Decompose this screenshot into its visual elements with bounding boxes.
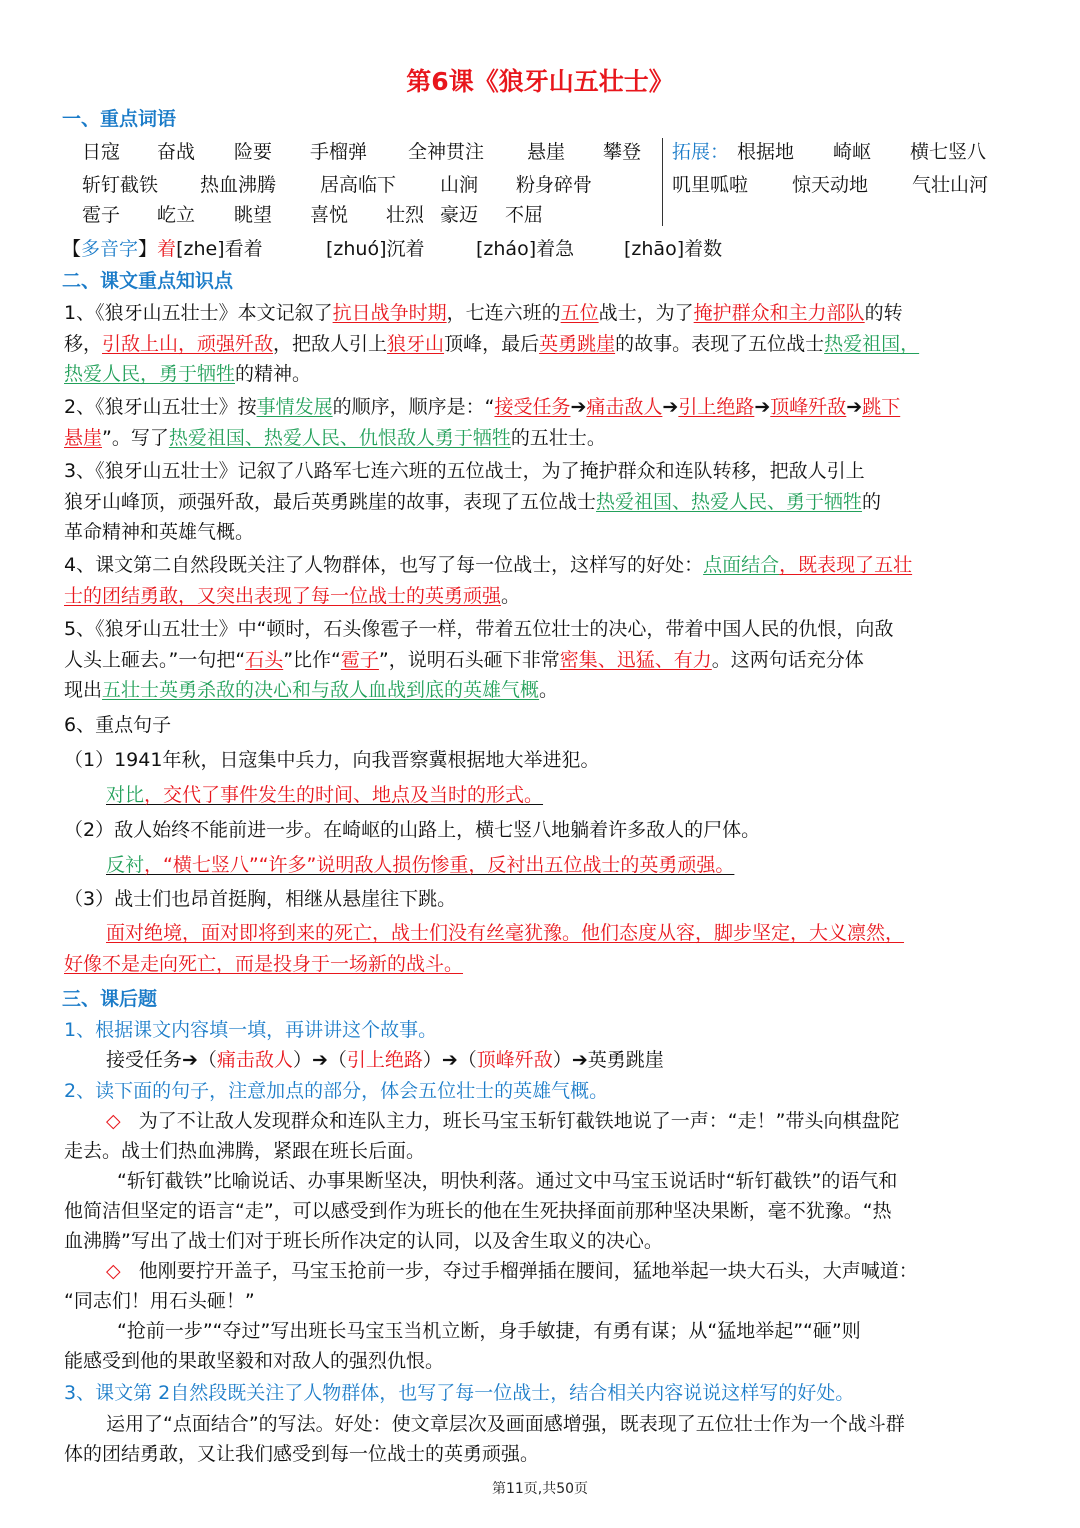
vocab-word: 斩钉截铁 (82, 174, 159, 196)
key-sentence: （1）1941年秋，日寇集中兵力，向我晋察冀根据地大举进犯。 (64, 749, 600, 771)
column-divider (662, 138, 663, 226)
section-heading-exercises: 三、课后题 (62, 988, 158, 1010)
knowledge-point-3: 3、《狼牙山五壮士》记叙了八路军七连六班的五位战士，为了掩护群众和连队转移，把敌人引上 狼牙山峰顶，顽强歼敌，最后英勇跳崖的故事，表现了五位战士热爱祖国、热爱人民、勇于牺牲的 革命精神和英雄气概。 (64, 460, 882, 543)
page-title: 第6课《狼牙山五壮士》 (406, 67, 674, 96)
exercise-question: 3、课文第 2自然段既关注了人物群体，也写了每一位战士，结合相关内容说说这样写的好处。 (64, 1382, 855, 1404)
passage-analysis: “抢前一步”“夺过”写出班长马宝玉当机立断，身手敏捷，有勇有谋；从“猛地举起”“砸”则 (117, 1320, 861, 1342)
polyphone-item: [zhuó]沉着 (326, 238, 425, 260)
vocab-word: 横七竖八 (910, 141, 987, 163)
knowledge-point-1: 1、《狼牙山五壮士》本文记叙了抗日战争时期，七连六班的五位战士，为了掩护群众和主力部队的转 移，引敌上山，顽强歼敌，把敌人引上狼牙山顶峰，最后英勇跳崖的故事。表现了五位战士热爱祖国， 热爱人民，勇于牺牲的精神。 (64, 302, 920, 385)
polyphone-item: [zhāo]着数 (624, 238, 723, 260)
vocab-word: 根据地 (737, 141, 795, 163)
vocab-word: 屹立 (157, 204, 196, 226)
quoted-passage: 走去。战士们热血沸腾，紧跟在班长后面。 (64, 1140, 426, 1162)
diamond-icon: ◇ (106, 1110, 121, 1132)
polyphone-item: [zhe]看着 (176, 238, 263, 260)
polyphone-line (62, 234, 723, 261)
exercise-answer: 体的团结勇敢，又让我们感受到每一位战士的英勇顽强。 (64, 1443, 540, 1465)
vocab-word: 豪迈 (440, 204, 479, 226)
knowledge-point-5: 5、《狼牙山五壮士》中“顿时，石头像雹子一样，带着五位壮士的决心，带着中国人民的仇恨，向敌 人头上砸去。”一句把“石头”比作“雹子”，说明石头砸下非常密集、迅猛、有力。这两句话充分体 现出五壮士英勇杀敌的决心和与敌人血战到底的英雄气概。 (64, 618, 894, 701)
vocab-word: 居高临下 (320, 174, 397, 196)
extension-label: 拓展： (672, 141, 730, 163)
knowledge-point-4: 4、课文第二自然段既关注了人物群体，也写了每一位战士，这样写的好处：点面结合，既表现了五壮 士的团结勇敢，又突出表现了每一位战士的英勇顽强。 (64, 554, 913, 607)
quoted-passage: ◇ 他刚要拧开盖子，马宝玉抢前一步，夺过手榴弹插在腰间，猛地举起一块大石头，大声喊道： (106, 1260, 918, 1282)
vocab-word: 崎岖 (833, 141, 872, 163)
vocab-word: 雹子 (82, 204, 121, 226)
vocab-word: 眺望 (234, 204, 273, 226)
exercise-question: 1、根据课文内容填一填，再讲讲这个故事。 (64, 1019, 438, 1041)
page-number: 第11页,共50页 (491, 1481, 589, 1497)
polyphone-label: 多音字 (81, 238, 139, 260)
exercise-answer: 运用了“点面结合”的写法。好处：使文章层次及画面感增强，既表现了五位壮士作为一个战斗群 (106, 1413, 905, 1435)
vocab-word: 山涧 (440, 174, 479, 196)
key-sentence: （3）战士们也昂首挺胸，相继从悬崖往下跳。 (64, 888, 457, 910)
vocab-word: 攀登 (603, 141, 642, 163)
passage-analysis: 血沸腾”写出了战士们对于班长所作决定的认同，以及舍生取义的决心。 (64, 1230, 663, 1252)
vocab-word: 险要 (234, 141, 273, 163)
section-heading-knowledge: 二、课文重点知识点 (62, 270, 234, 292)
passage-analysis: “斩钉截铁”比喻说话、办事果断坚决，明快利落。通过文中马宝玉说话时“斩钉截铁”的语气和 (117, 1170, 898, 1192)
key-sentence-analysis: 好像不是走向死亡，而是投身于一场新的战斗。 (64, 953, 464, 975)
bracket: 【 (62, 238, 82, 260)
quoted-passage: ◇ 为了不让敌人发现群众和连队主力，班长马宝玉斩钉截铁地说了一声：“走！”带头向棋盘陀 (106, 1110, 900, 1132)
vocab-word: 手榴弹 (310, 141, 368, 163)
polyphone-char: 着 (157, 238, 177, 260)
key-sentence: （2）敌人始终不能前进一步。在崎岖的山路上，横七竖八地躺着许多敌人的尸体。 (64, 819, 761, 841)
section-heading-vocab: 一、重点词语 (62, 108, 177, 130)
key-sentence-analysis: 对比，交代了事件发生的时间、地点及当时的形式。 (106, 784, 544, 806)
vocab-word: 惊天动地 (792, 174, 869, 196)
vocab-word: 热血沸腾 (200, 174, 277, 196)
vocab-word: 日寇 (82, 141, 121, 163)
passage-analysis: 能感受到他的果敢坚毅和对敌人的强烈仇恨。 (64, 1350, 445, 1372)
polyphone-item: [zháo]着急 (476, 238, 575, 260)
key-sentence-analysis: 面对绝境，面对即将到来的死亡，战士们没有丝毫犹豫。他们态度从容，脚步坚定，大义凛然， (106, 922, 905, 944)
key-sentences-heading: 6、重点句子 (64, 714, 172, 736)
vocab-word: 气壮山河 (912, 174, 989, 196)
vocab-word: 叽里呱啦 (672, 174, 749, 196)
vocab-word: 奋战 (157, 141, 196, 163)
vocab-word: 不屈 (505, 204, 544, 226)
exercise-question: 2、读下面的句子，注意加点的部分，体会五位壮士的英雄气概。 (64, 1080, 609, 1102)
passage-analysis: 他简洁但坚定的语言“走”，可以感受到作为班长的他在生死抉择面前那种坚决果断，毫不犹豫。“热 (64, 1200, 892, 1222)
knowledge-point-2: 2、《狼牙山五壮士》按事情发展的顺序，顺序是：“接受任务➔痛击敌人➔引上绝路➔顶峰歼敌➔跳下 悬崖”。写了热爱祖国、热爱人民、仇恨敌人勇于牺牲的五壮士。 (64, 396, 901, 449)
vocab-word: 粉身碎骨 (516, 174, 593, 196)
quoted-passage: “同志们！用石头砸！” (64, 1290, 255, 1312)
vocab-word: 悬崖 (527, 141, 566, 163)
vocab-word: 喜悦 (310, 204, 349, 226)
vocab-word: 壮烈 (386, 204, 425, 226)
exercise-answer: 接受任务➔（痛击敌人）➔（引上绝路）➔（顶峰歼敌）➔英勇跳崖 (106, 1049, 664, 1071)
diamond-icon: ◇ (106, 1260, 121, 1282)
bracket: 】 (138, 238, 158, 260)
key-sentence-analysis: 反衬，“横七竖八”“许多”说明敌人损伤惨重，反衬出五位战士的英勇顽强。 (106, 854, 735, 876)
vocab-word: 全神贯注 (408, 141, 485, 163)
